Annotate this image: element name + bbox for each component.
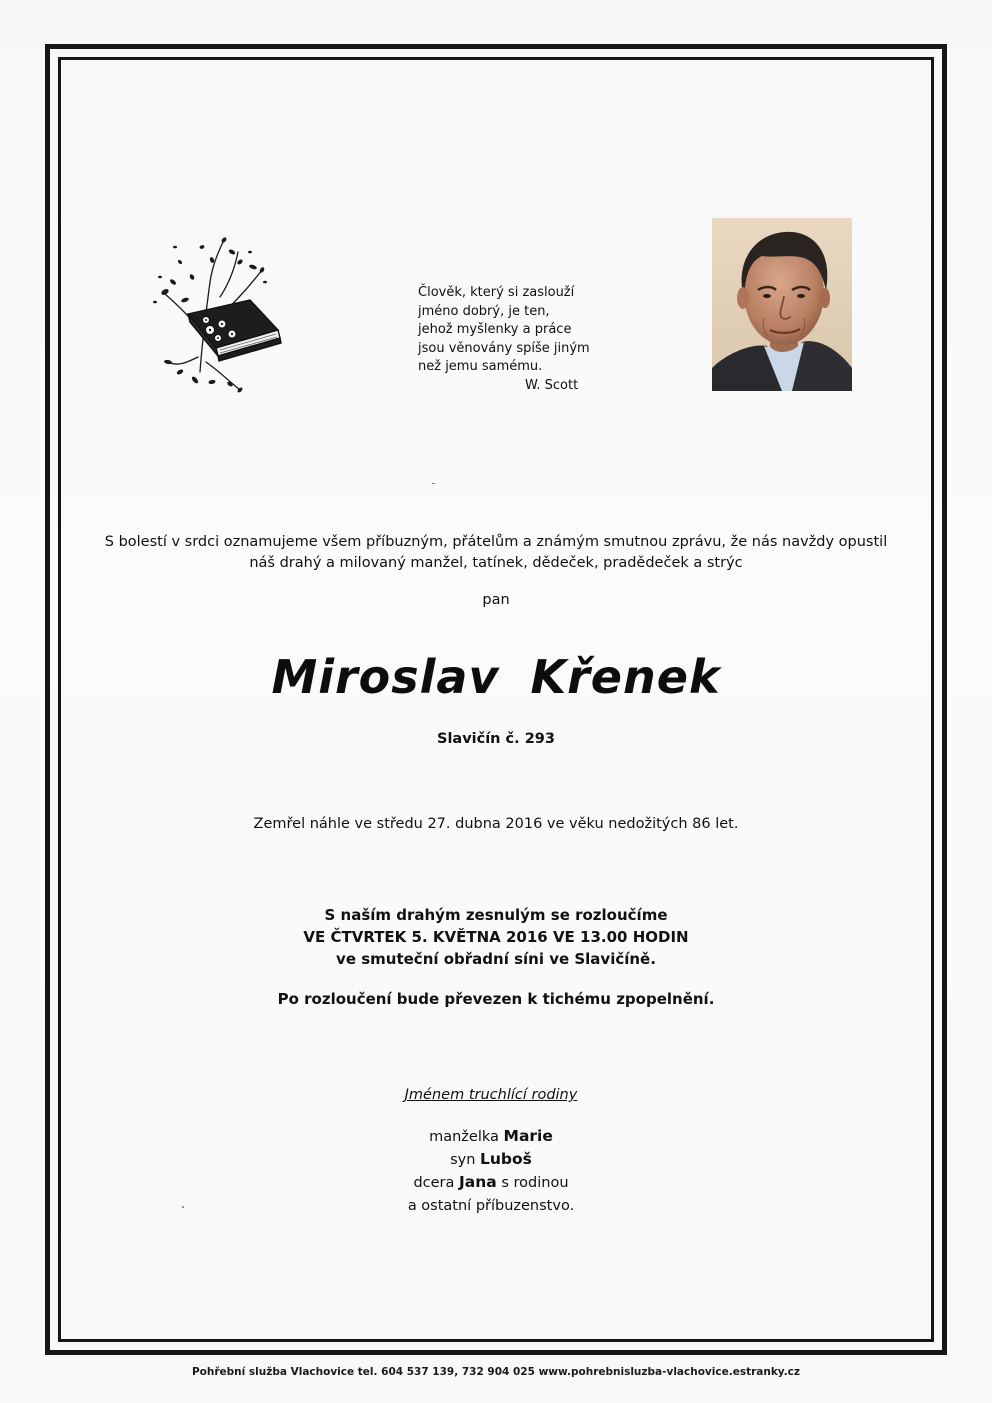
family-member-name: Marie bbox=[503, 1127, 553, 1145]
family-member-name: Luboš bbox=[480, 1150, 532, 1168]
farewell-line: S naším drahým zesnulým se rozloučíme bbox=[324, 906, 668, 924]
family-heading: Jménem truchlící rodiny bbox=[404, 1087, 578, 1103]
announcement-line: S bolestí v srdci oznamujeme všem příbuzným, přátelům a známým smutnou zprávu, že nás navždy opustil bbox=[104, 534, 888, 550]
family-relation: dcera bbox=[413, 1175, 460, 1191]
announcement-line: náš drahý a milovaný manžel, tatínek, dědeček, pradědeček a strýc bbox=[249, 555, 743, 571]
farewell-details bbox=[0, 904, 992, 970]
quote-line: jehož myšlenky a práce bbox=[418, 322, 572, 337]
funeral-service-footer: Pohřební služba Vlachovice tel. 604 537 139, 732 904 025 www.pohrebnisluzba-vlachovice.estranky.cz bbox=[191, 1366, 801, 1378]
deceased-address: Slavičín č. 293 bbox=[437, 731, 555, 747]
quote-line: než jemu samému. bbox=[418, 359, 543, 374]
family-relation: a ostatní příbuzenstvo. bbox=[407, 1198, 575, 1214]
announcement-text bbox=[80, 532, 912, 574]
cremation-note: Po rozloučení bude převezen k tichému zpopelnění. bbox=[277, 990, 715, 1008]
book-with-flowers-icon bbox=[140, 222, 290, 397]
quote-line: jsou věnovány spíše jiným bbox=[418, 340, 590, 356]
farewell-place: ve smuteční obřadní síni ve Slavičíně. bbox=[336, 950, 656, 968]
memorial-quote bbox=[418, 284, 618, 395]
family-member bbox=[0, 1171, 982, 1194]
death-notice: Zemřel náhle ve středu 27. dubna 2016 ve věku nedožitých 86 let. bbox=[253, 816, 739, 832]
family-member bbox=[0, 1125, 982, 1148]
salutation: pan bbox=[482, 592, 510, 608]
family-member-name: Jana bbox=[459, 1173, 497, 1191]
paper-speck bbox=[432, 483, 435, 484]
family-list bbox=[0, 1125, 982, 1217]
quote-author: W. Scott bbox=[525, 377, 579, 393]
quote-line: Člověk, který si zaslouží bbox=[418, 285, 575, 300]
family-member bbox=[0, 1194, 982, 1217]
family-note: s rodinou bbox=[496, 1175, 569, 1191]
family-member bbox=[0, 1148, 982, 1171]
farewell-date: VE ČTVRTEK 5. KVĚTNA 2016 VE 13.00 HODIN bbox=[303, 928, 689, 946]
family-relation: manželka bbox=[429, 1129, 504, 1145]
paper-speck bbox=[182, 1206, 184, 1208]
quote-line: jméno dobrý, je ten, bbox=[418, 303, 550, 319]
portrait-photo bbox=[712, 218, 852, 391]
deceased-name: Miroslav Křenek bbox=[271, 650, 721, 704]
family-relation: syn bbox=[450, 1152, 481, 1168]
